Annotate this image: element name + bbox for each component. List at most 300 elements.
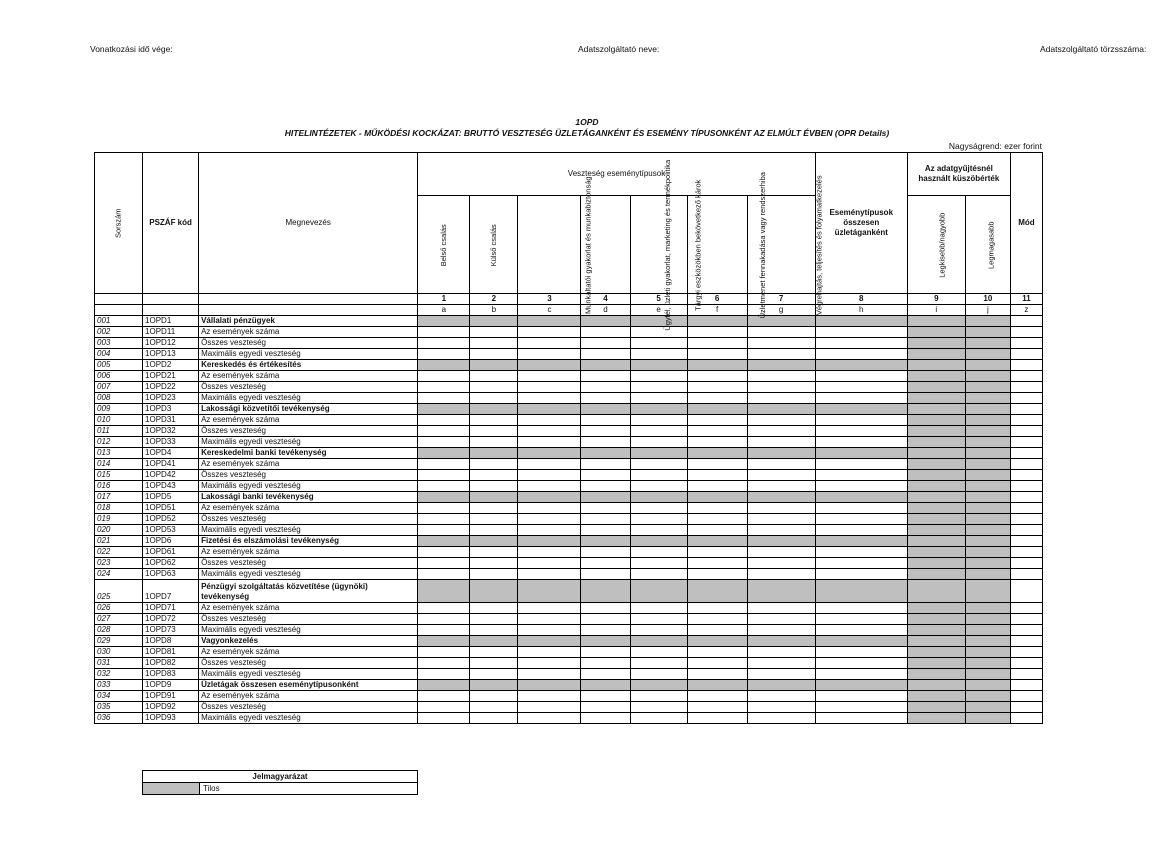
data-cell[interactable]	[470, 371, 518, 382]
data-cell	[630, 492, 687, 503]
data-cell[interactable]	[815, 691, 907, 702]
data-cell[interactable]	[630, 569, 687, 580]
data-cell[interactable]	[815, 614, 907, 625]
data-cell[interactable]	[687, 669, 747, 680]
data-cell[interactable]	[687, 569, 747, 580]
row-label: Összes veszteség	[199, 514, 418, 525]
data-cell[interactable]	[747, 713, 815, 724]
data-cell[interactable]	[581, 713, 630, 724]
data-cell	[470, 360, 518, 371]
data-cell[interactable]	[815, 393, 907, 404]
data-cell[interactable]	[1010, 713, 1042, 724]
data-cell[interactable]	[470, 327, 518, 338]
data-cell[interactable]	[1010, 481, 1042, 492]
data-cell[interactable]	[1010, 470, 1042, 481]
row-number: 024	[95, 569, 143, 580]
data-cell[interactable]	[747, 614, 815, 625]
table-row	[95, 459, 1043, 470]
data-cell[interactable]	[630, 625, 687, 636]
data-cell[interactable]	[418, 470, 470, 481]
data-cell[interactable]	[815, 459, 907, 470]
data-cell[interactable]	[518, 349, 581, 360]
data-cell[interactable]	[687, 437, 747, 448]
data-cell[interactable]	[581, 658, 630, 669]
table-row	[95, 393, 1043, 404]
table-row	[95, 481, 1043, 492]
data-cell[interactable]	[747, 569, 815, 580]
data-cell[interactable]	[747, 393, 815, 404]
data-cell[interactable]	[470, 702, 518, 713]
data-cell[interactable]	[1010, 614, 1042, 625]
data-cell	[470, 580, 518, 603]
data-cell[interactable]	[470, 382, 518, 393]
data-cell[interactable]	[418, 669, 470, 680]
data-cell[interactable]	[581, 691, 630, 702]
data-cell[interactable]	[1010, 404, 1042, 415]
data-cell[interactable]	[1010, 492, 1042, 503]
data-cell[interactable]	[1010, 327, 1042, 338]
data-cell[interactable]	[518, 658, 581, 669]
data-cell[interactable]	[581, 459, 630, 470]
data-cell[interactable]	[747, 691, 815, 702]
data-cell[interactable]	[687, 503, 747, 514]
data-cell[interactable]	[418, 569, 470, 580]
data-cell[interactable]	[518, 327, 581, 338]
data-cell[interactable]	[747, 415, 815, 426]
data-cell[interactable]	[687, 702, 747, 713]
data-cell[interactable]	[630, 459, 687, 470]
data-cell[interactable]	[747, 459, 815, 470]
data-cell[interactable]	[687, 415, 747, 426]
data-cell	[418, 316, 470, 327]
data-cell[interactable]	[418, 349, 470, 360]
data-cell[interactable]	[581, 569, 630, 580]
data-cell[interactable]	[747, 558, 815, 569]
data-cell[interactable]	[747, 647, 815, 658]
data-cell[interactable]	[470, 603, 518, 614]
data-cell[interactable]	[418, 426, 470, 437]
data-cell	[630, 316, 687, 327]
data-cell	[965, 382, 1010, 393]
data-cell[interactable]	[470, 625, 518, 636]
data-cell[interactable]	[687, 658, 747, 669]
data-cell[interactable]	[470, 503, 518, 514]
data-cell[interactable]	[630, 547, 687, 558]
data-cell[interactable]	[815, 514, 907, 525]
data-cell[interactable]	[470, 558, 518, 569]
data-cell[interactable]	[815, 371, 907, 382]
data-cell[interactable]	[470, 514, 518, 525]
data-cell[interactable]	[1010, 558, 1042, 569]
data-cell[interactable]	[1010, 393, 1042, 404]
data-cell[interactable]	[687, 338, 747, 349]
data-cell[interactable]	[1010, 459, 1042, 470]
data-cell[interactable]	[747, 702, 815, 713]
data-cell[interactable]	[581, 614, 630, 625]
data-cell[interactable]	[518, 702, 581, 713]
data-cell[interactable]	[470, 470, 518, 481]
data-cell[interactable]	[1010, 547, 1042, 558]
data-cell[interactable]	[1010, 426, 1042, 437]
data-cell[interactable]	[581, 514, 630, 525]
data-cell	[470, 316, 518, 327]
data-cell[interactable]	[630, 481, 687, 492]
data-cell[interactable]	[418, 625, 470, 636]
data-cell[interactable]	[747, 625, 815, 636]
data-cell[interactable]	[418, 503, 470, 514]
data-cell[interactable]	[815, 481, 907, 492]
data-cell[interactable]	[581, 393, 630, 404]
data-cell[interactable]	[687, 713, 747, 724]
data-cell[interactable]	[747, 658, 815, 669]
data-cell[interactable]	[747, 481, 815, 492]
data-cell[interactable]	[518, 415, 581, 426]
data-cell[interactable]	[1010, 580, 1042, 603]
data-cell[interactable]	[470, 426, 518, 437]
row-code: 1OPD81	[143, 647, 199, 658]
data-cell[interactable]	[581, 371, 630, 382]
data-cell[interactable]	[687, 603, 747, 614]
data-cell[interactable]	[747, 382, 815, 393]
data-cell[interactable]	[418, 647, 470, 658]
row-code: 1OPD73	[143, 625, 199, 636]
data-cell[interactable]	[630, 525, 687, 536]
data-cell[interactable]	[815, 547, 907, 558]
data-cell[interactable]	[1010, 603, 1042, 614]
data-cell[interactable]	[418, 415, 470, 426]
data-cell[interactable]	[418, 525, 470, 536]
data-cell[interactable]	[815, 558, 907, 569]
data-cell[interactable]	[470, 647, 518, 658]
data-cell[interactable]	[581, 702, 630, 713]
data-cell[interactable]	[581, 426, 630, 437]
data-cell[interactable]	[581, 558, 630, 569]
data-cell[interactable]	[518, 393, 581, 404]
data-cell[interactable]	[418, 481, 470, 492]
data-cell[interactable]	[687, 558, 747, 569]
data-cell[interactable]	[630, 614, 687, 625]
data-cell	[907, 547, 965, 558]
row-number: 031	[95, 658, 143, 669]
data-cell[interactable]	[630, 647, 687, 658]
data-cell[interactable]	[687, 349, 747, 360]
data-cell[interactable]	[418, 459, 470, 470]
data-cell[interactable]	[747, 503, 815, 514]
data-cell[interactable]	[815, 415, 907, 426]
data-cell	[518, 636, 581, 647]
data-cell	[747, 636, 815, 647]
data-cell[interactable]	[581, 338, 630, 349]
data-cell[interactable]	[687, 614, 747, 625]
data-cell[interactable]	[518, 338, 581, 349]
data-cell[interactable]	[418, 437, 470, 448]
data-cell[interactable]	[470, 338, 518, 349]
data-cell[interactable]	[581, 470, 630, 481]
data-cell[interactable]	[630, 426, 687, 437]
data-cell[interactable]	[1010, 514, 1042, 525]
data-cell[interactable]	[418, 658, 470, 669]
data-cell[interactable]	[687, 382, 747, 393]
data-cell[interactable]	[815, 713, 907, 724]
data-cell[interactable]	[1010, 669, 1042, 680]
row-code: 1OPD4	[143, 448, 199, 459]
data-cell	[965, 702, 1010, 713]
data-cell[interactable]	[630, 658, 687, 669]
data-cell[interactable]	[630, 669, 687, 680]
data-cell[interactable]	[518, 481, 581, 492]
data-cell[interactable]	[518, 558, 581, 569]
data-cell[interactable]	[747, 669, 815, 680]
data-cell	[518, 404, 581, 415]
data-cell[interactable]	[518, 569, 581, 580]
data-cell[interactable]	[581, 481, 630, 492]
data-cell[interactable]	[581, 603, 630, 614]
data-cell[interactable]	[747, 371, 815, 382]
data-cell[interactable]	[418, 614, 470, 625]
data-cell[interactable]	[518, 614, 581, 625]
data-cell[interactable]	[470, 569, 518, 580]
data-cell[interactable]	[687, 459, 747, 470]
data-cell[interactable]	[1010, 382, 1042, 393]
data-cell[interactable]	[418, 327, 470, 338]
data-cell[interactable]	[581, 503, 630, 514]
data-cell[interactable]	[581, 327, 630, 338]
data-cell[interactable]	[747, 470, 815, 481]
data-cell[interactable]	[815, 327, 907, 338]
data-cell	[518, 536, 581, 547]
data-cell[interactable]	[630, 371, 687, 382]
data-cell[interactable]	[687, 691, 747, 702]
data-cell[interactable]	[815, 470, 907, 481]
col-header-type-4: Ügyfél, üzleti gyakorlat, marketing és termékpolitika	[581, 196, 630, 294]
data-cell[interactable]	[1010, 691, 1042, 702]
data-cell[interactable]	[470, 393, 518, 404]
row-label: Összes veszteség	[199, 382, 418, 393]
data-cell[interactable]	[581, 415, 630, 426]
data-cell	[815, 536, 907, 547]
data-cell	[687, 448, 747, 459]
data-cell[interactable]	[1010, 702, 1042, 713]
data-cell[interactable]	[630, 415, 687, 426]
data-cell[interactable]	[687, 327, 747, 338]
data-cell[interactable]	[630, 327, 687, 338]
data-cell[interactable]	[518, 503, 581, 514]
data-cell[interactable]	[815, 338, 907, 349]
data-cell	[518, 448, 581, 459]
data-cell[interactable]	[630, 514, 687, 525]
data-cell[interactable]	[815, 349, 907, 360]
data-cell[interactable]	[1010, 569, 1042, 580]
data-cell[interactable]	[815, 603, 907, 614]
data-cell[interactable]	[470, 525, 518, 536]
data-cell[interactable]	[815, 658, 907, 669]
data-cell[interactable]	[630, 393, 687, 404]
data-cell[interactable]	[418, 702, 470, 713]
col-numbers-5: 5	[630, 294, 687, 305]
data-cell[interactable]	[470, 349, 518, 360]
data-cell[interactable]	[518, 713, 581, 724]
data-cell[interactable]	[687, 547, 747, 558]
data-cell[interactable]	[418, 603, 470, 614]
data-cell[interactable]	[815, 569, 907, 580]
data-cell[interactable]	[815, 437, 907, 448]
data-cell[interactable]	[581, 625, 630, 636]
data-cell[interactable]	[518, 382, 581, 393]
data-cell[interactable]	[470, 481, 518, 492]
data-cell[interactable]	[747, 437, 815, 448]
data-cell[interactable]	[815, 625, 907, 636]
row-code: 1OPD8	[143, 636, 199, 647]
data-cell[interactable]	[1010, 371, 1042, 382]
data-cell[interactable]	[1010, 525, 1042, 536]
data-cell[interactable]	[418, 514, 470, 525]
data-cell[interactable]	[518, 525, 581, 536]
data-cell[interactable]	[518, 437, 581, 448]
data-cell[interactable]	[518, 470, 581, 481]
data-cell[interactable]	[1010, 316, 1042, 327]
data-cell[interactable]	[518, 426, 581, 437]
data-cell[interactable]	[747, 514, 815, 525]
data-cell[interactable]	[470, 459, 518, 470]
data-cell[interactable]	[687, 481, 747, 492]
data-cell[interactable]	[518, 514, 581, 525]
data-cell[interactable]	[470, 547, 518, 558]
data-cell[interactable]	[687, 647, 747, 658]
data-cell[interactable]	[687, 514, 747, 525]
row-number: 001	[95, 316, 143, 327]
data-cell[interactable]	[747, 338, 815, 349]
data-cell[interactable]	[630, 503, 687, 514]
data-cell[interactable]	[687, 393, 747, 404]
data-cell[interactable]	[1010, 349, 1042, 360]
col-numbers-1: 1	[418, 294, 470, 305]
data-cell[interactable]	[1010, 338, 1042, 349]
data-cell[interactable]	[470, 691, 518, 702]
data-cell[interactable]	[518, 371, 581, 382]
data-cell[interactable]	[1010, 503, 1042, 514]
data-cell[interactable]	[630, 558, 687, 569]
data-cell[interactable]	[815, 647, 907, 658]
data-cell[interactable]	[1010, 448, 1042, 459]
data-cell[interactable]	[687, 525, 747, 536]
data-cell	[965, 503, 1010, 514]
data-cell[interactable]	[630, 470, 687, 481]
data-cell[interactable]	[1010, 360, 1042, 371]
data-cell[interactable]	[518, 603, 581, 614]
data-cell[interactable]	[1010, 647, 1042, 658]
data-cell[interactable]	[470, 658, 518, 669]
data-cell[interactable]	[581, 669, 630, 680]
data-cell[interactable]	[470, 415, 518, 426]
data-cell[interactable]	[687, 371, 747, 382]
data-cell[interactable]	[470, 669, 518, 680]
data-cell[interactable]	[687, 625, 747, 636]
data-cell[interactable]	[1010, 536, 1042, 547]
data-cell[interactable]	[470, 614, 518, 625]
data-cell[interactable]	[747, 327, 815, 338]
data-cell[interactable]	[470, 437, 518, 448]
row-number: 005	[95, 360, 143, 371]
row-number: 006	[95, 371, 143, 382]
data-cell[interactable]	[581, 382, 630, 393]
data-cell[interactable]	[470, 713, 518, 724]
row-number: 028	[95, 625, 143, 636]
data-cell[interactable]	[581, 349, 630, 360]
data-cell[interactable]	[747, 547, 815, 558]
data-cell[interactable]	[418, 713, 470, 724]
data-cell[interactable]	[815, 426, 907, 437]
data-cell[interactable]	[747, 525, 815, 536]
data-cell[interactable]	[630, 437, 687, 448]
data-cell[interactable]	[418, 371, 470, 382]
data-cell[interactable]	[518, 625, 581, 636]
data-cell[interactable]	[1010, 636, 1042, 647]
data-cell[interactable]	[518, 547, 581, 558]
data-cell[interactable]	[518, 669, 581, 680]
data-cell[interactable]	[747, 426, 815, 437]
data-cell	[581, 536, 630, 547]
data-cell[interactable]	[815, 669, 907, 680]
data-cell[interactable]	[630, 713, 687, 724]
data-cell[interactable]	[747, 603, 815, 614]
data-cell[interactable]	[630, 382, 687, 393]
col-letters-3: c	[518, 305, 581, 316]
data-cell[interactable]	[630, 691, 687, 702]
data-cell[interactable]	[418, 558, 470, 569]
data-cell[interactable]	[418, 547, 470, 558]
data-cell[interactable]	[630, 603, 687, 614]
data-cell[interactable]	[815, 382, 907, 393]
row-code: 1OPD83	[143, 669, 199, 680]
data-cell[interactable]	[518, 647, 581, 658]
data-cell	[581, 636, 630, 647]
row-code: 1OPD43	[143, 481, 199, 492]
data-cell[interactable]	[815, 702, 907, 713]
data-cell[interactable]	[1010, 680, 1042, 691]
data-cell[interactable]	[687, 426, 747, 437]
data-cell[interactable]	[581, 437, 630, 448]
row-label: Az események száma	[199, 691, 418, 702]
data-cell[interactable]	[418, 393, 470, 404]
data-cell[interactable]	[630, 338, 687, 349]
data-cell	[907, 580, 965, 603]
data-cell[interactable]	[418, 382, 470, 393]
row-number: 002	[95, 327, 143, 338]
data-cell[interactable]	[1010, 437, 1042, 448]
data-cell[interactable]	[418, 691, 470, 702]
data-cell	[747, 680, 815, 691]
data-cell[interactable]	[1010, 625, 1042, 636]
data-cell[interactable]	[518, 691, 581, 702]
data-cell[interactable]	[815, 525, 907, 536]
data-cell[interactable]	[581, 647, 630, 658]
data-cell[interactable]	[630, 349, 687, 360]
table-row	[95, 603, 1043, 614]
data-cell[interactable]	[630, 702, 687, 713]
data-cell[interactable]	[815, 503, 907, 514]
data-cell	[907, 691, 965, 702]
data-cell[interactable]	[1010, 415, 1042, 426]
data-cell[interactable]	[581, 547, 630, 558]
data-cell	[907, 437, 965, 448]
data-cell[interactable]	[418, 338, 470, 349]
data-cell[interactable]	[518, 459, 581, 470]
data-cell[interactable]	[747, 349, 815, 360]
data-cell[interactable]	[1010, 658, 1042, 669]
data-cell[interactable]	[687, 470, 747, 481]
row-number: 034	[95, 691, 143, 702]
data-cell[interactable]	[581, 525, 630, 536]
